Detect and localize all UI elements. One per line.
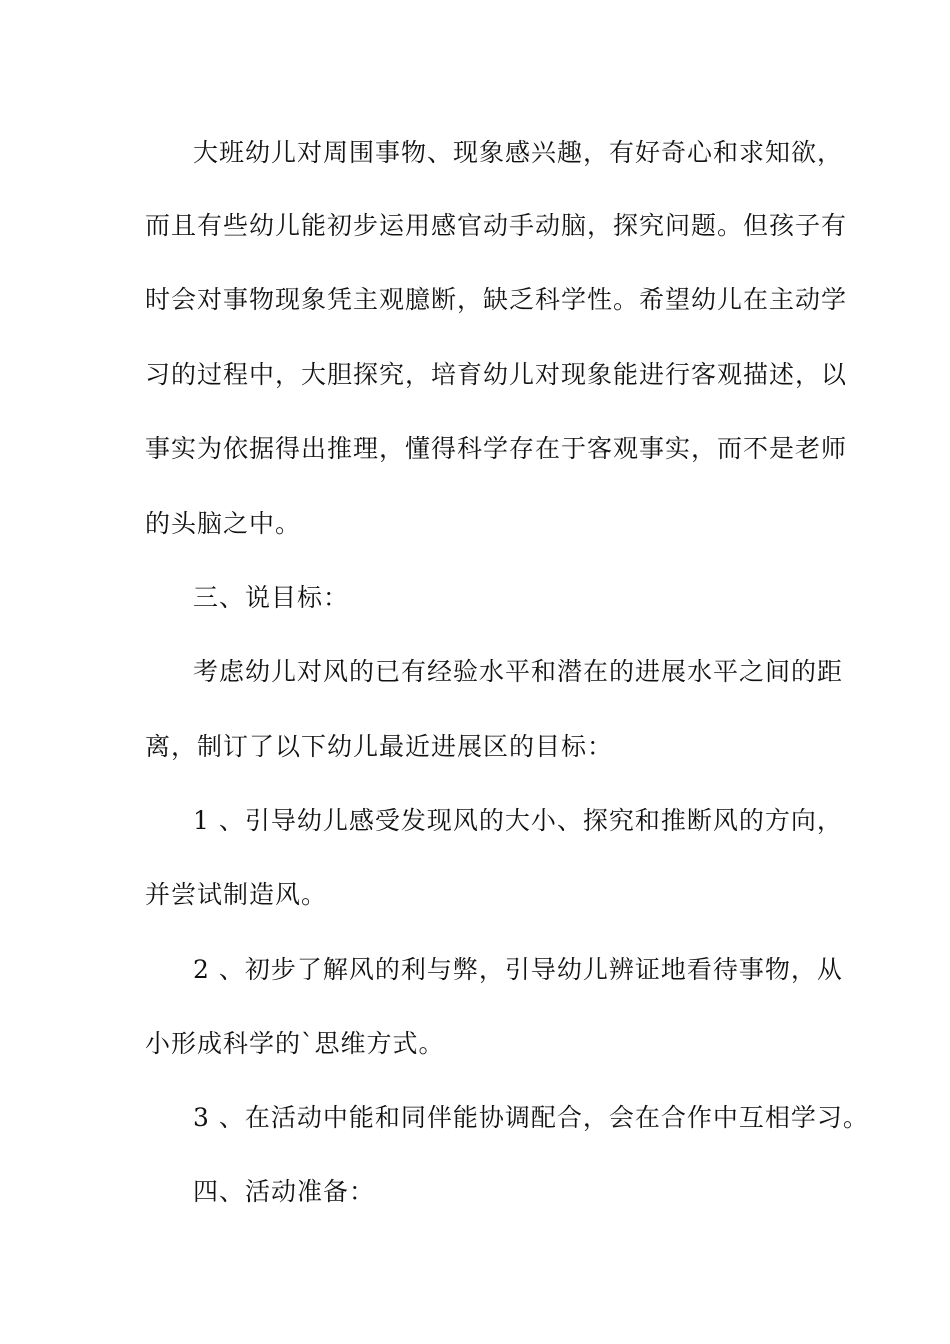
list-item-line: 3 、在活动中能和同伴能协调配合，会在合作中互相学习。 <box>193 1103 869 1132</box>
section-heading: 三、说目标： <box>193 583 350 612</box>
paragraph-line: 而且有些幼儿能初步运用感官动手动脑，探究问题。但孩子有 <box>145 211 848 240</box>
paragraph-line: 事实为依据得出推理，懂得科学存在于客观事实，而不是老师 <box>145 434 848 463</box>
paragraph-line: 大班幼儿对周围事物、现象感兴趣，有好奇心和求知欲， <box>193 138 844 167</box>
paragraph-line: 习的过程中，大胆探究，培育幼儿对现象能进行客观描述，以 <box>145 360 848 389</box>
section-heading: 四、活动准备： <box>193 1177 376 1206</box>
paragraph-line: 时会对事物现象凭主观臆断，缺乏科学性。希望幼儿在主动学 <box>145 285 848 314</box>
list-item-line: 并尝试制造风。 <box>145 880 328 909</box>
list-item-line: 2 、初步了解风的利与弊，引导幼儿辨证地看待事物，从 <box>193 955 843 984</box>
list-item-line: 1 、引导幼儿感受发现风的大小、探究和推断风的方向， <box>193 806 843 835</box>
paragraph-line: 考虑幼儿对风的已有经验水平和潜在的进展水平之间的距 <box>193 657 844 686</box>
list-item-line: 小形成科学的`思维方式。 <box>145 1029 445 1058</box>
paragraph-line: 离，制订了以下幼儿最近进展区的目标： <box>145 732 614 761</box>
paragraph-line: 的头脑之中。 <box>145 509 302 538</box>
